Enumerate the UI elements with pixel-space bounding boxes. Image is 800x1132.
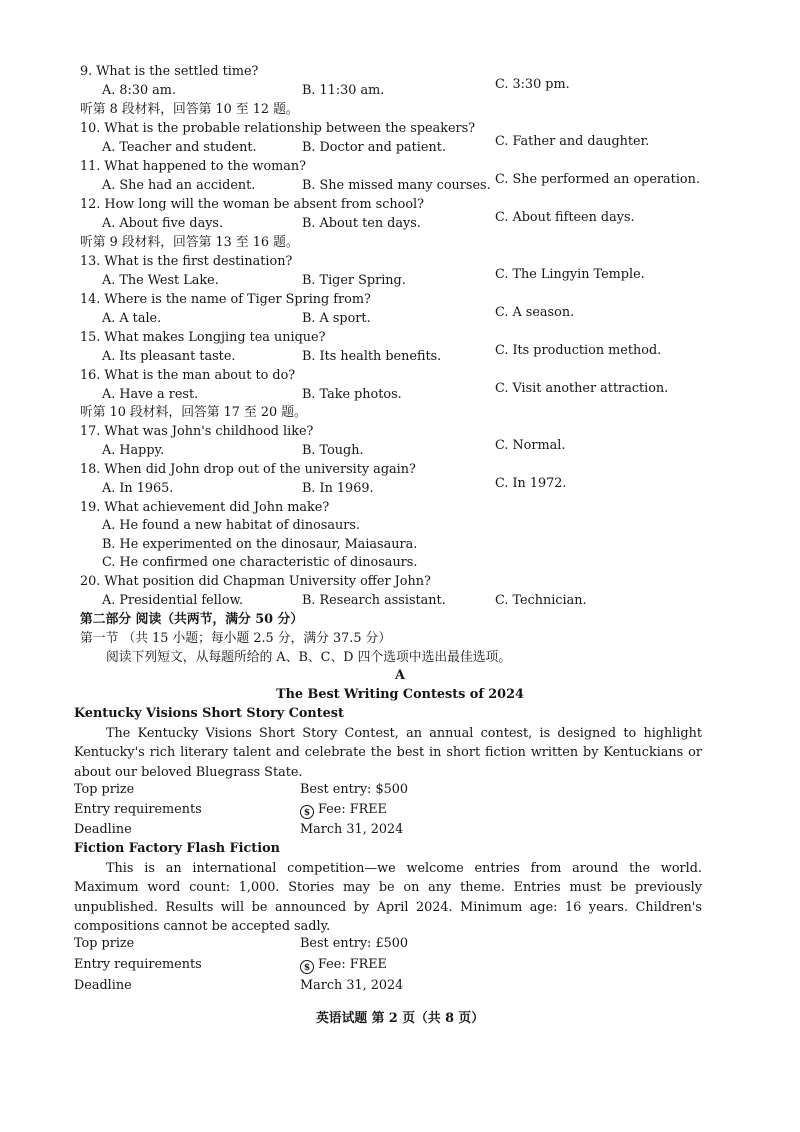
question-19: 19. What achievement did John make? [80,500,330,515]
money-bag-icon: $ [300,960,314,974]
section-8-instruction: 听第 8 段材料，回答第 10 至 12 题。 [80,102,299,117]
option-14b: B. A sport. [302,311,371,326]
option-20c: C. Technician. [495,593,587,608]
option-12a: A. About five days. [102,216,224,231]
contest-1-name: Kentucky Visions Short Story Contest [74,706,344,721]
option-10a: A. Teacher and student. [102,140,257,155]
contest-2-req-row [300,957,387,974]
contest-2-description [74,859,702,936]
option-9a: A. 8:30 am. [102,83,177,98]
contest-2-prize-value: Best entry: £500 [300,936,409,951]
option-17a: A. Happy. [102,443,165,458]
contest-2-req-value: Fee: FREE [318,957,387,972]
option-17c: C. Normal. [495,438,566,453]
option-18a: A. In 1965. [102,481,174,496]
option-9b: B. 11:30 am. [302,83,385,98]
option-15b: B. Its health benefits. [302,349,442,364]
contest-1-req-label: Entry requirements [74,802,202,817]
option-11a: A. She had an accident. [102,178,256,193]
option-10b: B. Doctor and patient. [302,140,446,155]
question-10: 10. What is the probable relationship between the speakers? [80,121,476,136]
contest-1-description [74,724,702,782]
question-18: 18. When did John drop out of the university again? [80,462,416,477]
question-15: 15. What makes Longjing tea unique? [80,330,326,345]
contest-2-body: This is an international competition—we welcome entries from around the world. Maximum word count: 1,000. Stories may be on any theme. Entries must be previously unpublished. Results will be announced by April 2024. Minimum age: 16 years. Children's compositions cannot be accepted sadly. [74,861,702,934]
passage-title: The Best Writing Contests of 2024 [276,687,524,702]
contest-2-deadline-value: March 31, 2024 [300,978,404,993]
contest-1-prize-label: Top prize [74,782,135,797]
contest-2-req-label: Entry requirements [74,957,202,972]
contest-1-deadline-label: Deadline [74,822,132,837]
question-17: 17. What was John's childhood like? [80,424,314,439]
reading-instruction: 阅读下列短文，从每题所给的 A、B、C、D 四个选项中选出最佳选项。 [106,650,512,665]
contest-1-body: The Kentucky Visions Short Story Contest, an annual contest, is designed to highlight Kentucky's rich literary talent and celebrate the best in short fiction written by Kentuckians or about our beloved Bluegrass State. [74,726,702,780]
question-12: 12. How long will the woman be absent from school? [80,197,425,212]
option-11b: B. She missed many courses. [302,178,491,193]
contest-1-prize-value: Best entry: $500 [300,782,409,797]
section-1-heading: 第一节 （共 15 小题；每小题 2.5 分，满分 37.5 分） [80,631,392,646]
question-16: 16. What is the man about to do? [80,368,296,383]
option-11c: C. She performed an operation. [495,172,700,187]
money-bag-icon: $ [300,805,314,819]
contest-2-name: Fiction Factory Flash Fiction [74,841,280,856]
option-13c: C. The Lingyin Temple. [495,267,645,282]
option-15c: C. Its production method. [495,343,662,358]
question-13: 13. What is the first destination? [80,254,293,269]
option-19c: C. He confirmed one characteristic of dinosaurs. [102,555,418,570]
option-16a: A. Have a rest. [102,387,199,402]
option-19b: B. He experimented on the dinosaur, Maiasaura. [102,537,418,552]
contest-2-deadline-label: Deadline [74,978,132,993]
option-10c: C. Father and daughter. [495,134,650,149]
passage-letter: A [395,668,405,683]
option-20b: B. Research assistant. [302,593,446,608]
question-9: 9. What is the settled time? [80,64,259,79]
section-10-instruction: 听第 10 段材料，回答第 17 至 20 题。 [80,405,307,420]
option-13a: A. The West Lake. [102,273,219,288]
contest-1-req-value: Fee: FREE [318,802,387,817]
section-9-instruction: 听第 9 段材料，回答第 13 至 16 题。 [80,235,299,250]
contest-1-req-row [300,802,387,819]
option-13b: B. Tiger Spring. [302,273,406,288]
option-19a: A. He found a new habitat of dinosaurs. [102,518,360,533]
option-18c: C. In 1972. [495,476,567,491]
question-20: 20. What position did Chapman University offer John? [80,574,431,589]
contest-1-deadline-value: March 31, 2024 [300,822,404,837]
option-20a: A. Presidential fellow. [102,593,244,608]
option-14a: A. A tale. [102,311,162,326]
option-16c: C. Visit another attraction. [495,381,669,396]
option-18b: B. In 1969. [302,481,374,496]
question-14: 14. Where is the name of Tiger Spring from? [80,292,371,307]
option-14c: C. A season. [495,305,575,320]
option-12b: B. About ten days. [302,216,421,231]
option-9c: C. 3:30 pm. [495,77,570,92]
part-2-heading: 第二部分 阅读（共两节，满分 50 分） [80,612,304,627]
option-15a: A. Its pleasant taste. [102,349,236,364]
page-footer: 英语试题 第 2 页（共 8 页） [315,1011,485,1026]
contest-2-prize-label: Top prize [74,936,135,951]
option-16b: B. Take photos. [302,387,402,402]
question-11: 11. What happened to the woman? [80,159,307,174]
option-17b: B. Tough. [302,443,364,458]
option-12c: C. About fifteen days. [495,210,635,225]
